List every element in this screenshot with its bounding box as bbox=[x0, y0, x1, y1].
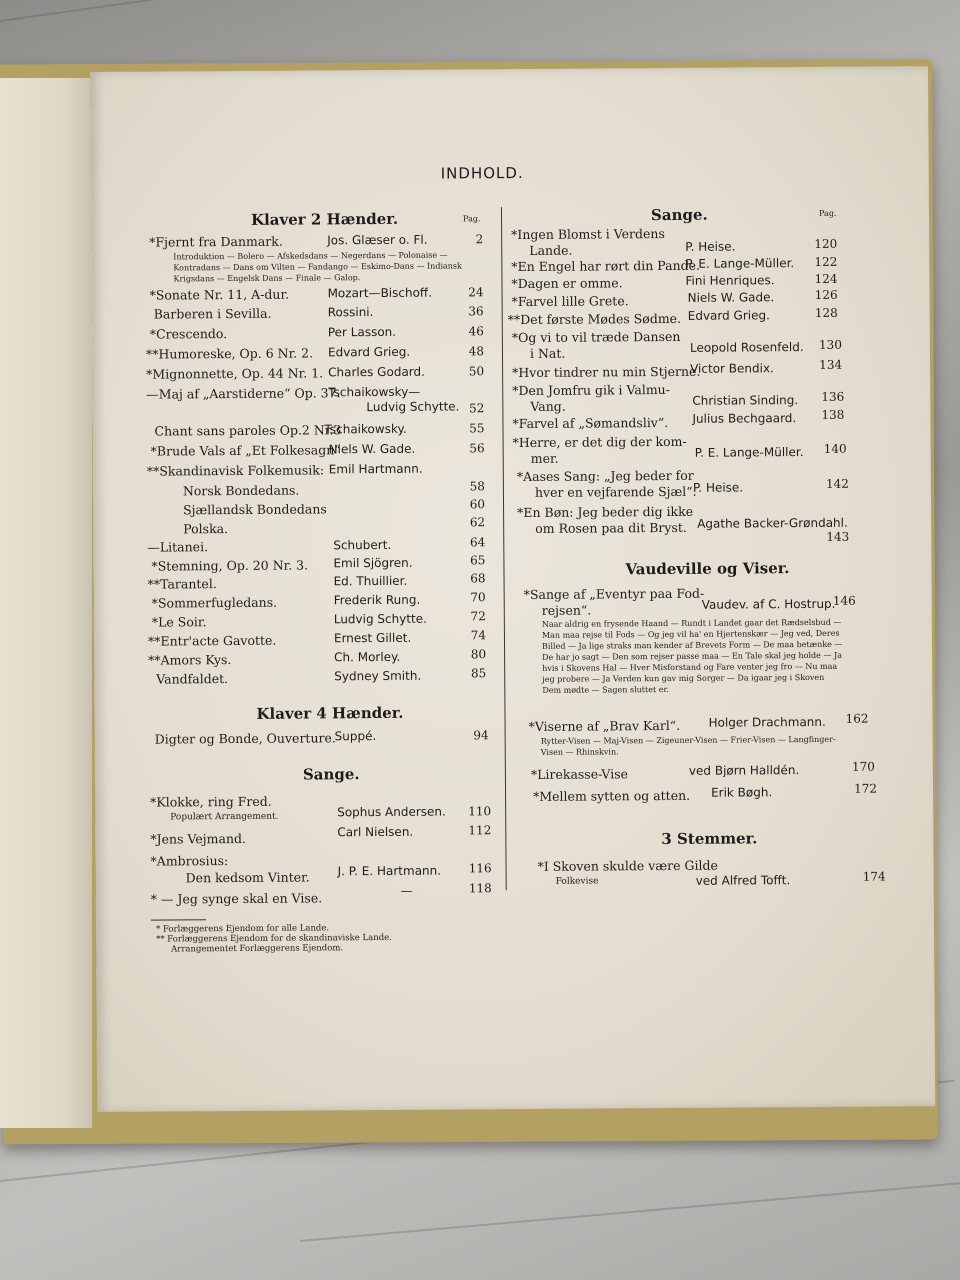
entry-page: 172 bbox=[854, 781, 878, 796]
entry-page: 130 bbox=[818, 337, 842, 352]
entry-composer: J. P. E. Hartmann. bbox=[337, 863, 442, 879]
entry-composer: — bbox=[400, 883, 413, 898]
section-sange-right: Sange. bbox=[650, 205, 708, 225]
entry-composer: Sydney Smith. bbox=[334, 668, 422, 684]
entry-title: —Litanei. bbox=[147, 539, 209, 555]
section-sange-left: Sange. bbox=[302, 765, 360, 784]
entry-page: 70 bbox=[470, 590, 486, 605]
left-page bbox=[0, 78, 92, 1128]
section-klaver-2: Klaver 2 Hænder. bbox=[250, 209, 399, 229]
pag-label-left: Pag. bbox=[463, 214, 481, 224]
entry-title: hver en vejfarende Sjæl“. bbox=[534, 483, 697, 500]
entry-composer: Sophus Andersen. bbox=[337, 804, 446, 820]
entry-composer: Leopold Rosenfeld. bbox=[689, 340, 804, 355]
entry-title: Vang. bbox=[530, 398, 566, 414]
entry-composer: Suppé. bbox=[334, 729, 377, 744]
entry-title: *Ambrosius: bbox=[150, 853, 229, 869]
entry-page: 116 bbox=[468, 861, 492, 876]
entry-composer: Tschaikowsky— bbox=[328, 384, 421, 400]
entry-page: 174 bbox=[862, 869, 886, 884]
entry-page: 112 bbox=[468, 823, 492, 838]
entry-composer: Victor Bendix. bbox=[690, 361, 774, 376]
entry-page: 24 bbox=[468, 285, 484, 300]
entry-title: *Brude Vals af „Et Folkesagn“ bbox=[150, 442, 341, 459]
entry-title: * — Jeg synge skal en Vise. bbox=[150, 890, 323, 907]
footnote: Arrangementet Forlæggerens Ejendom. bbox=[171, 943, 344, 955]
entry-note: Introduktion — Bolero — Afskedsdans — Negerdans — Polonaise — Kontradans — Dans om Vilten — Fandango — Eskimo-Dans — Indiansk Krigsdans — Engelsk Dans — Finale — Galop. bbox=[173, 250, 462, 284]
entry-page: 50 bbox=[468, 364, 485, 379]
entry-composer: ved Bjørn Halldén. bbox=[688, 763, 800, 778]
entry-title: *Den Jomfru gik i Valmu- bbox=[512, 381, 670, 399]
entry-title: *Le Soir. bbox=[151, 614, 207, 630]
entry-composer: Tschaikowsky. bbox=[324, 421, 407, 437]
entry-composer: Ch. Morley. bbox=[334, 649, 401, 665]
entry-title: *Fjernt fra Danmark. bbox=[149, 233, 283, 250]
footnote: ** Forlæggerens Ejendom for de skandinaviske Lande. bbox=[156, 932, 392, 945]
entry-page: 110 bbox=[468, 804, 492, 819]
entry-composer: ved Alfred Tofft. bbox=[695, 873, 791, 888]
entry-title: Folkevise bbox=[555, 876, 599, 887]
entry-page: 162 bbox=[845, 711, 869, 726]
entry-title: Polska. bbox=[183, 521, 229, 537]
entry-composer: Per Lasson. bbox=[327, 324, 397, 340]
entry-title: **Humoreske, Op. 6 Nr. 2. bbox=[145, 345, 314, 362]
entry-title: *Herre, er det dig der kom- bbox=[512, 433, 687, 451]
entry-title: *Jens Vejmand. bbox=[150, 830, 247, 847]
entry-note: Populært Arrangement. bbox=[170, 811, 279, 823]
entry-title: *Viserne af „Brav Karl“. bbox=[528, 717, 681, 734]
entry-page: 143 bbox=[826, 529, 850, 544]
entry-title: —Maj af „Aarstiderne“ Op. 37. bbox=[146, 385, 341, 402]
entry-composer: Ludvig Schytte. bbox=[366, 399, 460, 415]
entry-title: **Det første Mødes Sødme. bbox=[507, 310, 682, 328]
entry-composer: Mozart—Bischoff. bbox=[327, 285, 433, 301]
entry-title: *Farvel af „Sømandsliv“. bbox=[512, 414, 669, 432]
entry-composer: Carl Nielsen. bbox=[337, 824, 414, 840]
entry-title: mer. bbox=[530, 450, 559, 466]
entry-composer: Agathe Backer-Grøndahl. bbox=[697, 515, 848, 531]
pag-label-right: Pag. bbox=[818, 208, 837, 218]
entry-page: 124 bbox=[814, 271, 838, 286]
entry-page: 146 bbox=[832, 593, 856, 608]
entry-title: om Rosen paa dit Bryst. bbox=[535, 519, 687, 536]
entry-title: *Stemning, Op. 20 Nr. 3. bbox=[151, 557, 309, 574]
entry-title: *Ingen Blomst i Verdens bbox=[511, 225, 665, 243]
entry-page: 170 bbox=[851, 759, 875, 774]
entry-page: 118 bbox=[468, 881, 492, 896]
entry-page: 120 bbox=[814, 236, 838, 251]
entry-page: 72 bbox=[470, 609, 486, 624]
entry-page: 126 bbox=[814, 287, 838, 302]
entry-note: Naar aldrig en frysende Haand — Rundt i Landet gaar det Rædselsbud — Man maa rejse til Fods — Og jeg vil ha' en Hjertenskær — Jeg ved, Deres Billed — Ja lige straks man kender af Brevets Form — De maa betænke — De har jo sagt — Den som rejser passe maa — En Tale skal jeg holde — Ja hvis i Skovens Hal — Hver Misforstand og Fare venter jeg fro — Nu maa jeg probere — Ja Verden kun gav mig Sorger — Da igaar jeg i Skoven Dem mødte — Sagen sluttet er. bbox=[541, 617, 843, 695]
entry-note: Rytter-Visen — Maj-Visen — Zigeuner-Visen — Frier-Visen — Langfinger-Visen — Rhinskvin. bbox=[540, 734, 836, 757]
entry-page: 36 bbox=[468, 304, 484, 319]
entry-composer: Schubert. bbox=[333, 537, 392, 553]
entry-title: i Nat. bbox=[529, 345, 566, 361]
entry-title: *Hvor tindrer nu min Stjerne. bbox=[512, 363, 701, 381]
entry-composer: Niels W. Gade. bbox=[687, 290, 775, 305]
entry-title: Digter og Bonde, Ouverture. bbox=[154, 730, 336, 747]
entry-page: 138 bbox=[821, 407, 845, 422]
entry-page: 68 bbox=[470, 571, 486, 586]
entry-title: *Dagen er omme. bbox=[511, 275, 623, 292]
entry-title: **Amors Kys. bbox=[148, 652, 232, 668]
entry-title: *Og vi to vil træde Dansen bbox=[511, 328, 681, 346]
entry-title: Lande. bbox=[529, 242, 573, 258]
entry-page: 136 bbox=[821, 389, 845, 404]
entry-page: 46 bbox=[468, 324, 484, 339]
entry-page: 142 bbox=[825, 476, 849, 491]
page-title: INDHOLD. bbox=[440, 163, 524, 183]
entry-page: 128 bbox=[814, 305, 838, 320]
entry-title: *Lirekasse-Vise bbox=[530, 766, 629, 782]
entry-composer: Charles Godard. bbox=[328, 364, 425, 380]
entry-title: *I Skoven skulde være Gilde bbox=[537, 857, 718, 874]
entry-composer: Erik Bøgh. bbox=[710, 785, 773, 800]
footnote: * Forlæggerens Ejendom for alle Lande. bbox=[155, 923, 330, 935]
entry-composer: Ernest Gillet. bbox=[333, 630, 412, 646]
entry-page: 80 bbox=[470, 647, 487, 662]
entry-title: Barberen i Sevilla. bbox=[153, 305, 272, 322]
entry-page: 85 bbox=[470, 666, 487, 681]
entry-page: 62 bbox=[469, 515, 486, 530]
entry-title: Norsk Bondedans. bbox=[182, 482, 300, 499]
entry-page: 122 bbox=[814, 254, 838, 269]
entry-page: 2 bbox=[475, 232, 484, 247]
entry-title: *Mellem sytten og atten. bbox=[533, 787, 691, 804]
entry-composer: Niels W. Gade. bbox=[328, 441, 416, 457]
entry-page: 48 bbox=[468, 344, 485, 359]
entry-title: Chant sans paroles Op.2 Nr.3 bbox=[154, 422, 342, 439]
entry-composer: Julius Bechgaard. bbox=[692, 411, 797, 426]
entry-composer: P. E. Lange-Müller. bbox=[694, 445, 804, 460]
entry-title: *En Bøn: Jeg beder dig ikke bbox=[517, 503, 694, 521]
contents-page bbox=[90, 66, 935, 1112]
entry-composer: P. Heise. bbox=[692, 480, 744, 495]
entry-composer: Christian Sinding. bbox=[692, 393, 799, 408]
entry-page: 60 bbox=[469, 497, 486, 512]
entry-composer: Emil Sjögren. bbox=[333, 555, 413, 571]
entry-composer: Jos. Glæser o. Fl. bbox=[327, 232, 428, 248]
entry-title: *En Engel har rørt din Pande. bbox=[511, 257, 701, 275]
entry-title: Den kedsom Vinter. bbox=[185, 869, 310, 886]
entry-title: *Crescendo. bbox=[149, 326, 228, 342]
entry-title: Vandfaldet. bbox=[156, 671, 229, 687]
section-vaudeville: Vaudeville og Viser. bbox=[625, 559, 790, 579]
entry-composer: Ludvig Schytte. bbox=[333, 611, 427, 627]
entry-page: 134 bbox=[819, 357, 843, 372]
entry-page: 52 bbox=[469, 401, 485, 416]
entry-composer: Holger Drachmann. bbox=[708, 714, 826, 730]
entry-composer: Vaudev. af C. Hostrup. bbox=[701, 596, 836, 612]
column-divider bbox=[501, 207, 507, 890]
entry-title: Sjællandsk Bondedans bbox=[183, 501, 327, 518]
entry-composer: P. E. Lange-Müller. bbox=[685, 256, 795, 271]
entry-page: 55 bbox=[469, 421, 485, 436]
entry-composer: Ed. Thuillier. bbox=[333, 573, 408, 589]
entry-title: *Farvel lille Grete. bbox=[511, 293, 629, 310]
section-klaver-4: Klaver 4 Hænder. bbox=[256, 703, 404, 723]
entry-composer: Edvard Grieg. bbox=[327, 344, 411, 360]
entry-title: *Sange af „Eventyr paa Fod- bbox=[523, 585, 705, 602]
entry-title: rejsen“. bbox=[541, 602, 592, 618]
entry-title: **Tarantel. bbox=[147, 576, 217, 592]
footnote-rule bbox=[151, 919, 206, 920]
entry-title: **Skandinavisk Folkemusik: bbox=[146, 462, 325, 479]
entry-page: 65 bbox=[470, 553, 486, 568]
entry-page: 74 bbox=[470, 628, 486, 643]
entry-composer: Rossini. bbox=[327, 305, 374, 320]
entry-title: *Sommerfugledans. bbox=[151, 594, 278, 611]
entry-composer: Fini Henriques. bbox=[685, 273, 775, 288]
entry-page: 140 bbox=[823, 441, 847, 456]
entry-page: 58 bbox=[469, 479, 485, 494]
entry-composer: Edvard Grieg. bbox=[687, 308, 770, 323]
entry-page: 94 bbox=[473, 728, 489, 743]
entry-title: *Sonate Nr. 11, A-dur. bbox=[149, 286, 290, 303]
entry-composer: Frederik Rung. bbox=[333, 592, 421, 608]
entry-title: *Klokke, ring Fred. bbox=[150, 793, 272, 810]
entry-composer: Emil Hartmann. bbox=[328, 461, 423, 477]
entry-title: *Mignonnette, Op. 44 Nr. 1. bbox=[146, 365, 324, 382]
entry-page: 56 bbox=[469, 441, 485, 456]
entry-title: *Aases Sang: „Jeg beder for bbox=[516, 467, 694, 485]
section-3-stemmer: 3 Stemmer. bbox=[661, 829, 758, 849]
entry-composer: P. Heise. bbox=[685, 239, 736, 254]
entry-page: 64 bbox=[469, 535, 486, 550]
entry-title: **Entr'acte Gavotte. bbox=[147, 632, 277, 649]
